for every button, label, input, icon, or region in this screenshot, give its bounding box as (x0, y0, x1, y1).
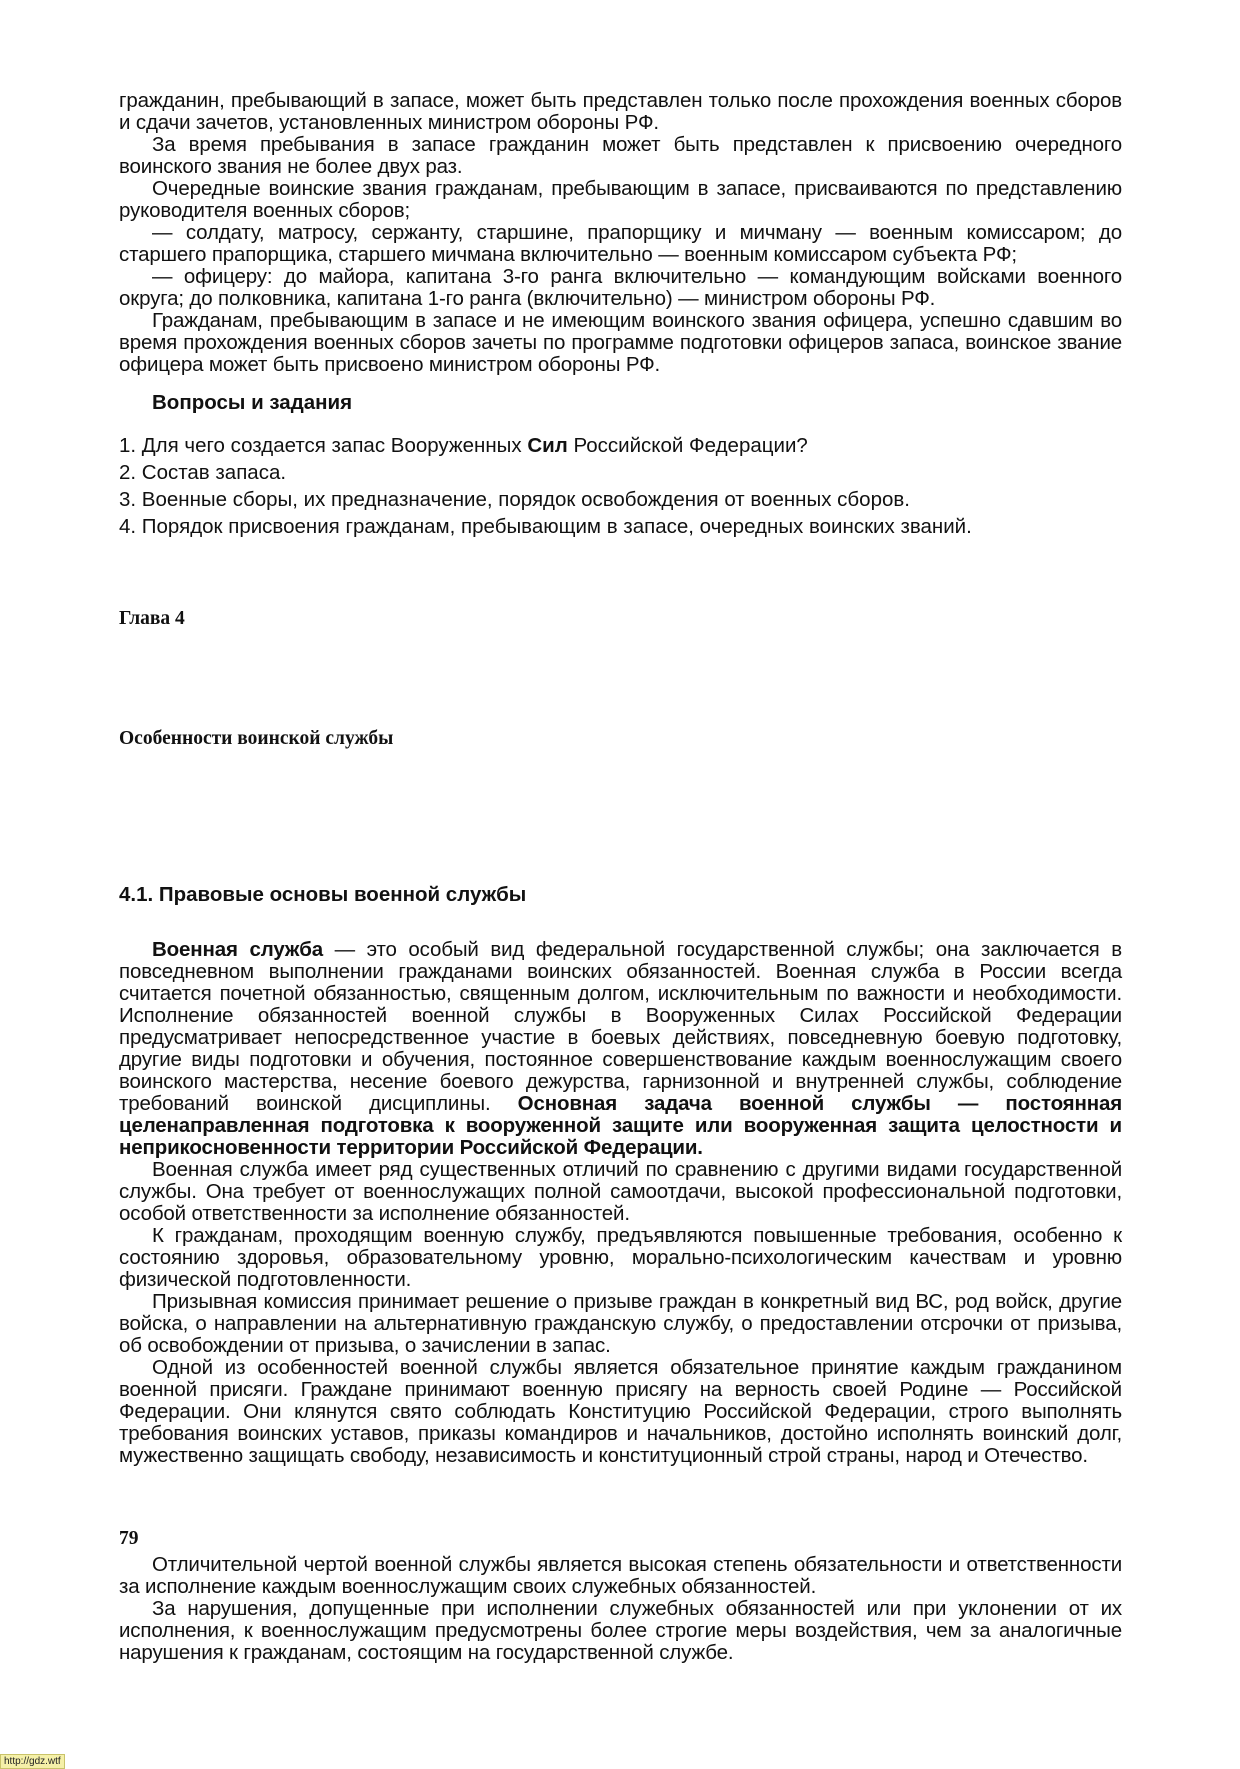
paragraph: Призывная комиссия принимает решение о призыве граждан в конкретный вид ВС, род войск, другие войска, о направлении на альтернативную гражданскую службу, о предоставлении отсрочки от призыва, об освобождении от призыва, о зачислении в запас. (119, 1290, 1122, 1357)
paragraph: Очередные воинские звания гражданам, пребывающим в запасе, присваиваются по представлению руководителя военных сборов; (119, 177, 1122, 222)
question-text: 1. Для чего создается запас Вооруженных (119, 434, 528, 457)
section-body (119, 939, 1122, 1467)
term-bold: Военная служба (152, 938, 323, 961)
paragraph-text: — это особый вид федеральной государственной службы; она заключается в повседневном выполнении гражданами воинских обязанностей. Военная служба в России всегда считается почетной обязанностью, священным долгом, исключительным по важности и необходимости. Исполнение обязанностей военной службы в Вооруженных Силах Российской Федерации предусматривает непосредственное участие в боевых действиях, повседневную боевую подготовку, другие виды подготовки и обучения, постоянное совершенствование каждым военнослужащим своего воинского мастерства, несение боевого дежурства, гарнизонной и внутренней службы, соблюдение требований воинской дисциплины. (119, 938, 1122, 1115)
paragraph (119, 939, 1122, 1159)
question-item (119, 432, 1122, 459)
question-item: 4. Порядок присвоения гражданам, пребывающим в запасе, очередных воинских званий. (119, 515, 972, 538)
paragraph: — солдату, матросу, сержанту, старшине, прапорщику и мичману — военным комиссаром; до старшего прапорщика, старшего мичмана включительно — военным комиссаром субъекта РФ; (119, 221, 1122, 266)
paragraph: гражданин, пребывающий в запасе, может быть представлен только после прохождения военных сборов и сдачи зачетов, установленных министром обороны РФ. (119, 89, 1122, 134)
questions-heading: Вопросы и задания (152, 391, 353, 414)
question-item: 3. Военные сборы, их предназначение, порядок освобождения от военных сборов. (119, 488, 910, 511)
paragraph: К гражданам, проходящим военную службу, предъявляются повышенные требования, особенно к состоянию здоровья, образовательному уровню, морально-психологическим качествам и уровню физической подготовленности. (119, 1224, 1122, 1291)
section-title: 4.1. Правовые основы военной службы (119, 883, 527, 906)
paragraph: Одной из особенностей военной службы является обязательное принятие каждым гражданином военной присяги. Граждане принимают военную присягу на верность своей Родине — Российской Федерации. Они клянутся свято соблюдать Конституцию Российской Федерации, строго выполнять требования воинских уставов, приказы командиров и начальников, достойно исполнять воинский долг, мужественно защищать свободу, независимость и конституционный строй страны, народ и Отечество. (119, 1356, 1122, 1467)
chapter-title: Особенности воинской службы (119, 728, 394, 749)
questions-list (119, 432, 1122, 540)
page-number: 79 (119, 1528, 139, 1549)
paragraph: — офицеру: до майора, капитана 3-го ранга включительно — командующим войсками военного округа; до полковника, капитана 1-го ранга (включительно) — министром обороны РФ. (119, 265, 1122, 310)
paragraph: Отличительной чертой военной службы является высокая степень обязательности и ответственности за исполнение каждым военнослужащим своих служебных обязанностей. (119, 1553, 1122, 1598)
section-body-continued (119, 1554, 1122, 1664)
chapter-label: Глава 4 (119, 608, 185, 629)
watermark-link[interactable]: http://gdz.wtf (0, 1754, 65, 1769)
paragraph: Военная служба имеет ряд существенных отличий по сравнению с другими видами государственной службы. Она требует от военнослужащих полной самоотдачи, высокой профессиональной подготовки, особой ответственности за исполнение обязанностей. (119, 1158, 1122, 1225)
question-text: Российской Федерации? (567, 434, 808, 457)
paragraph: Гражданам, пребывающим в запасе и не имеющим воинского звания офицера, успешно сдавшим во время прохождения военных сборов зачеты по программе подготовки офицеров запаса, воинское звание офицера может быть присвоено министром обороны РФ. (119, 309, 1122, 376)
paragraph: За нарушения, допущенные при исполнении служебных обязанностей или при уклонении от их исполнения, к военнослужащим предусмотрены более строгие меры воздействия, чем за аналогичные нарушения к гражданам, состоящим на государственной службе. (119, 1597, 1122, 1664)
question-item: 2. Состав запаса. (119, 461, 287, 484)
paragraph: За время пребывания в запасе гражданин может быть представлен к присвоению очередного воинского звания не более двух раз. (119, 133, 1122, 178)
key-statement-bold: Основная задача военной службы — постоянная целенаправленная подготовка к вооруженной защите или вооруженная защита целостности и неприкосновенности территории Российской Федерации. (119, 1092, 1123, 1159)
page-content (119, 89, 1123, 1664)
question-bold-text: Сил (527, 434, 568, 457)
